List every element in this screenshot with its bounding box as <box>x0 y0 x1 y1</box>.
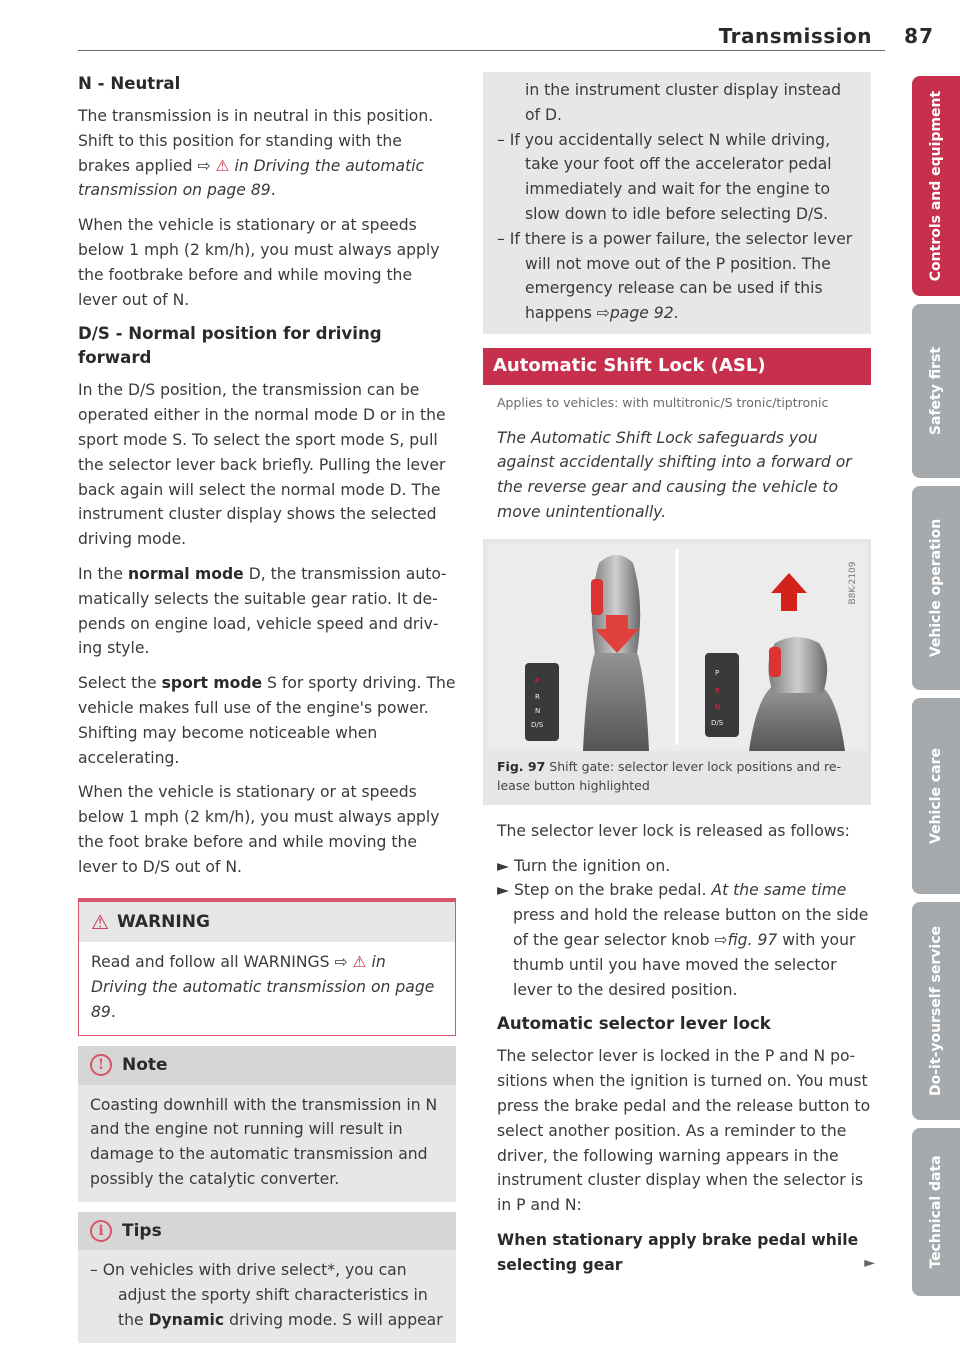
neutral-heading: N - Neutral <box>78 74 181 93</box>
figure-code: B8K-2109 <box>848 561 858 605</box>
cross-ref-link[interactable]: in Driving the automatic transmission on page 89 <box>78 156 425 200</box>
step-item: ► Step on the brake pedal. At the same time press and hold the release button on the side of the gear selector knob ⇨fig. 97 with your thumb until you have moved the selector lever to the desired position. <box>497 881 869 999</box>
tips-body <box>78 1250 456 1342</box>
gate-label-ds: D/S <box>531 720 544 729</box>
tab-safety[interactable]: Safety first <box>912 304 960 478</box>
tab-do-it-yourself[interactable]: Do-it-yourself service <box>912 902 960 1120</box>
display-message: When stationary apply brake pedal while selecting gear ► <box>497 1230 875 1274</box>
note-body: Coasting downhill with the transmission in N and the engine not running will result in damage to the automatic transmission and possibly the catalytic converter. <box>90 1095 438 1188</box>
right-column <box>493 72 875 1278</box>
step-item: ► Turn the ignition on. <box>497 856 671 875</box>
tab-controls[interactable]: Controls and equipment <box>912 76 960 296</box>
tips-title: Tips <box>122 1220 162 1241</box>
tips-box <box>78 1212 456 1343</box>
header-rule <box>78 50 885 51</box>
note-box <box>78 1046 456 1202</box>
neutral-paragraph-2: When the vehicle is stationary or at speeds below 1 mph (2 km/h), you must always apply the footbrake before and while moving the lever out of N. <box>78 216 440 309</box>
warning-triangle-icon: ⚠ <box>91 909 109 934</box>
tips-item: – If there is a power failure, the selector lever will not move out of the P position. The emergency release can be used if this happens ⇨page 92. <box>497 229 853 323</box>
continue-arrow-icon: ► <box>864 1254 875 1271</box>
release-intro: The selector lever lock is released as follows: <box>497 821 850 840</box>
shift-gate-illustration <box>487 543 867 751</box>
gate-label-n: N <box>715 702 721 711</box>
neutral-paragraph-1: The transmission is in neutral in this position. Shift to this position for standing with the brakes applied ⇨ ⚠ in Driving the automatic transmission on page 89. <box>78 107 434 200</box>
gate-indicator <box>525 663 559 741</box>
gate-label-ds: D/S <box>711 718 724 727</box>
warning-body: Read and follow all WARNINGS ⇨ ⚠ in Driving the automatic transmission on page 89. <box>91 953 435 1021</box>
lock-heading: Automatic selector lever lock <box>497 1014 771 1034</box>
info-circle-icon: i <box>90 1220 112 1242</box>
ds-paragraph-3: Select the sport mode S for sporty driving. The vehicle makes full use of the engine's power. Shifting may become noticeable when accelerating. <box>78 674 456 767</box>
applies-to-note: Applies to vehicles: with multitronic/S tronic/tiptronic <box>497 394 829 410</box>
warning-header <box>79 902 455 943</box>
cross-ref-link[interactable]: in Driving the automatic transmission on page 89 <box>91 953 435 1021</box>
cross-ref-link[interactable]: page 92 <box>609 304 674 323</box>
warning-box <box>78 898 456 1036</box>
running-header-title: Transmission <box>718 24 872 48</box>
lock-paragraph: The selector lever is locked in the P and N positions when the ignition is turned on. You must press the brake pedal and the release button to select another position. As a reminder to the driver, the following warning appears in the instrument cluster display when the selector is in P and N: <box>497 1047 871 1215</box>
tips-continued-text: in the instrument cluster display instead of D. <box>525 81 842 124</box>
tips-continued-box <box>483 72 871 334</box>
figure-caption: Fig. 97 Shift gate: selector lever lock positions and release button highlighted <box>497 758 842 793</box>
tips-header <box>78 1212 456 1251</box>
left-column <box>78 72 456 1343</box>
ds-heading: D/S - Normal position for driving forward <box>78 324 382 368</box>
cross-ref-arrow: ⇨ <box>197 156 211 175</box>
note-title: Note <box>122 1054 168 1075</box>
figure-97 <box>483 539 871 805</box>
note-header <box>78 1046 456 1085</box>
section-title-banner: Automatic Shift Lock (ASL) <box>483 348 871 385</box>
gate-label-n: N <box>535 706 541 715</box>
tips-item: – On vehicles with drive select*, you can adjust the sporty shift characteristics in the Dynamic driving mode. S will appear <box>90 1261 443 1330</box>
cross-ref-link[interactable]: fig. 97 <box>727 930 778 949</box>
exclamation-circle-icon: ! <box>90 1054 112 1076</box>
release-button-highlight <box>591 579 603 615</box>
section-intro: The Automatic Shift Lock safeguards you against accidentally shifting into a forward or the reverse gear and causing the vehicle to move unintentionally. <box>497 428 852 521</box>
gate-label-p: P <box>535 676 540 685</box>
warning-title: WARNING <box>116 911 210 932</box>
tips-item: – If you accidentally select N while driving, take your foot off the accelerator pedal immediately and wait for the engine to slow down to idle before selecting D/S. <box>497 130 832 223</box>
release-button-highlight <box>769 647 781 677</box>
warning-triangle-icon: ⚠ <box>215 156 230 175</box>
gate-label-r: R <box>535 692 540 701</box>
tab-technical-data[interactable]: Technical data <box>912 1128 960 1296</box>
gate-label-r: R <box>715 686 720 695</box>
ds-paragraph-1: In the D/S position, the transmission can be operated either in the normal mode D or in the sport mode S. To select the sport mode S, pull the selector lever back briefly. Pulling the lever back again will select the normal mode D. The instrument cluster display shows the selected driving mode. <box>78 381 446 549</box>
ds-paragraph-4: When the vehicle is stationary or at speeds below 1 mph (2 km/h), you must always apply the foot brake before and while moving the lever to D/S out of N. <box>78 783 440 876</box>
page-number: 87 <box>904 24 934 48</box>
tab-vehicle-operation[interactable]: Vehicle operation <box>912 486 960 690</box>
tab-vehicle-care[interactable]: Vehicle care <box>912 698 960 894</box>
gate-label-p: P <box>715 668 720 677</box>
ds-paragraph-2: In the normal mode D, the transmission automatically selects the suitable gear ratio. It depends on engine load, vehicle speed and driving style. <box>78 564 447 658</box>
warning-triangle-icon: ⚠ <box>352 953 367 972</box>
